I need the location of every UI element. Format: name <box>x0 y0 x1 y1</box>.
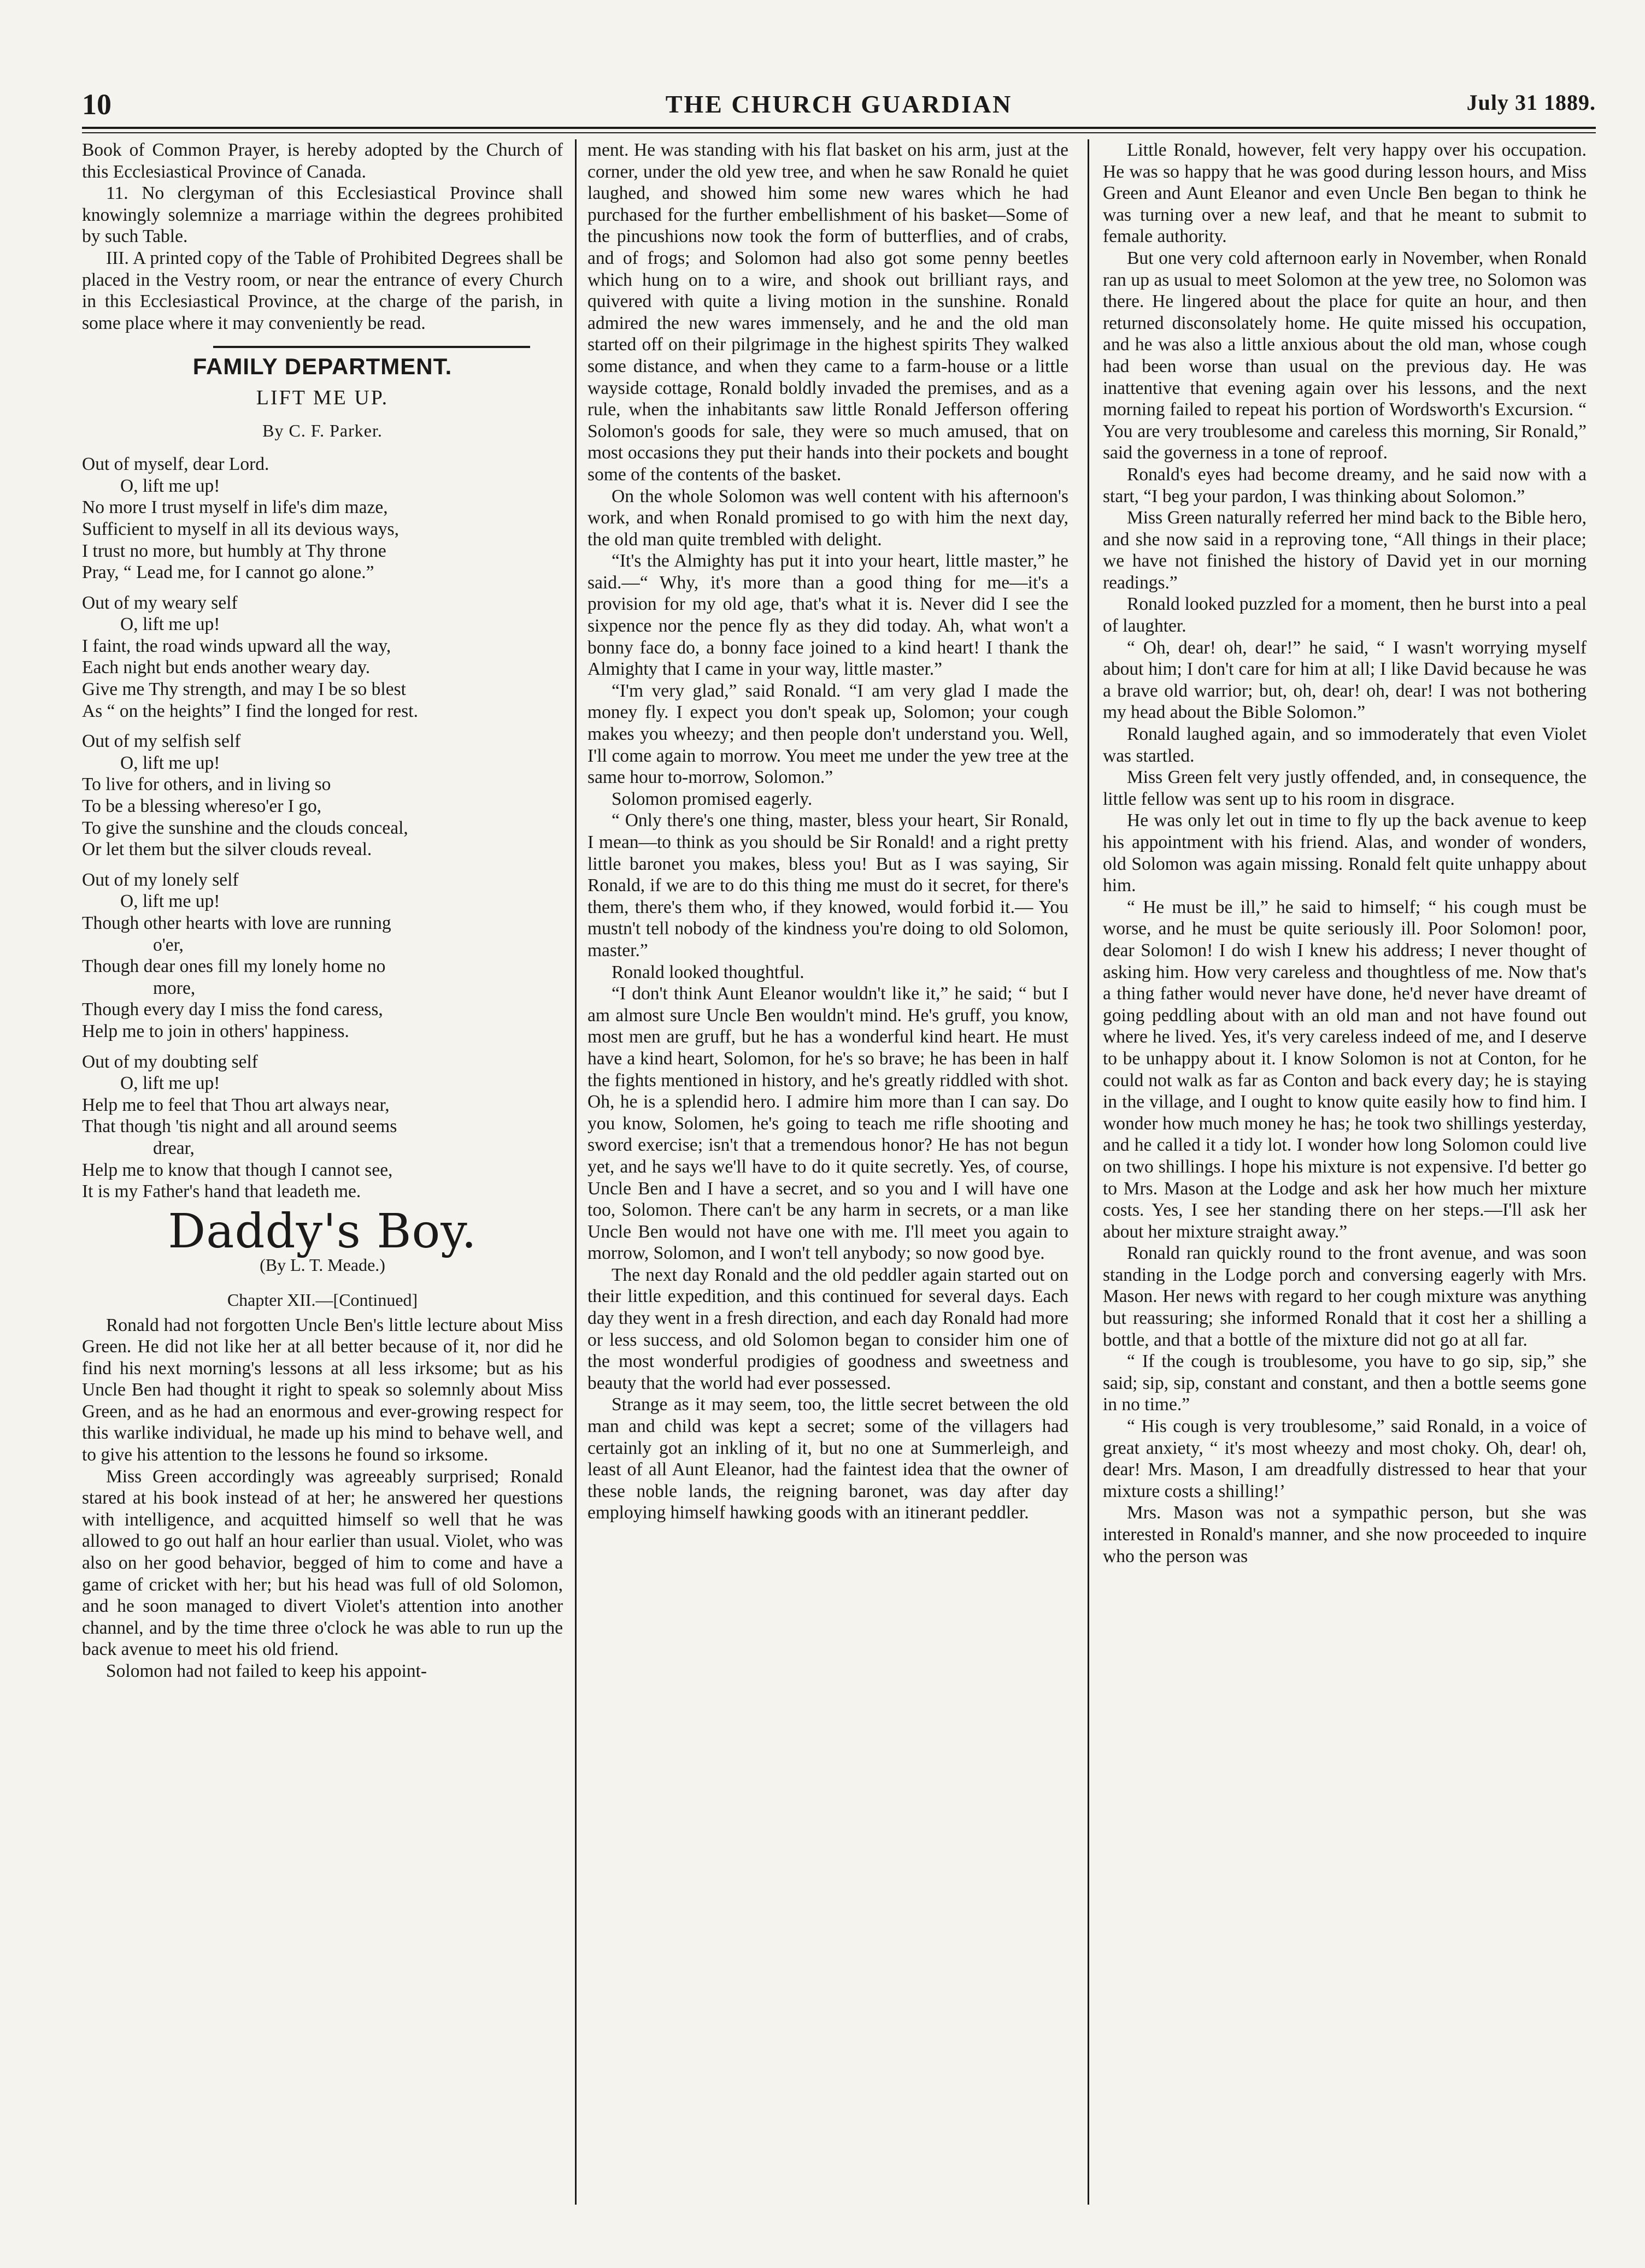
header-rule-bottom <box>82 132 1596 133</box>
paragraph: Strange as it may seem, too, the little secret between the old man and child was kept a secret; some of the villagers had certainly got an inkling of it, but no one at Summerleigh, and least of all Aunt Eleanor, had the faintest idea that the owner of these noble lands, the reigning baronet, was day after day employing himself hawking goods with an itinerant peddler. <box>588 1394 1068 1523</box>
paragraph: Ronald looked thoughtful. <box>612 962 804 982</box>
poem-line: Help me to know that though I cannot see, <box>82 1159 393 1180</box>
paragraph: On the whole Solomon was well content with his afternoon's work, and when Ronald promised to go with him the next day, the old man quite trembled with delight. <box>588 486 1068 550</box>
issue-date: July 31 1889. <box>1466 90 1596 115</box>
paragraph: “I don't think Aunt Eleanor wouldn't like it,” he said; “ but I am almost sure Uncle Ben wouldn't mind. He's gruff, you know, most men are gruff, but he has a wonderful kind heart. He must have a kind heart, Solomon, for he's so brave; he has been in half the fights mentioned in history, and he's greatly riddled with shot. Oh, he is a splendid hero. I admire him more than I can say. Do you know, Solomen, he's going to teach me rifle shooting and sword exercise; isn't that a tremendous honor? He has not begun yet, and he says we'll have to do it quite secretly. Yes, of course, Uncle Ben and I have a secret, and so you and I will have one too, Solomon. There can't be any harm in secrets, or a man like Uncle Ben would not have one with me. I'll meet you again to morrow, Solomon, and I won't tell anybody; so now good bye. <box>588 983 1068 1264</box>
paragraph: “ If the cough is troublesome, you have to go sip, sip,” she said; sip, sip, constant and constant, and then a bottle seems gone in no time.” <box>1103 1351 1587 1415</box>
poem-line: Or let them but the silver clouds reveal. <box>82 839 372 860</box>
column-divider <box>575 139 577 2205</box>
paragraph: Book of Common Prayer, is hereby adopted by the Church of this Ecclesiastical Province of Canada. <box>82 140 563 182</box>
poem-line: Out of my selfish self <box>82 731 241 752</box>
paragraph: But one very cold afternoon early in November, when Ronald ran up as usual to meet Solomon at the yew tree, no Solomon was there. He lingered about the place for quite an hour, and then returned disconsolately home. He quite missed his occupation, and he was also a little anxious about the old man, whose cough had been worse than usual on the previous day. He was inattentive that evening again over his lessons, and the next morning failed to repeat his portion of Wordsworth's Excursion. “ You are very troublesome and careless this morning, Sir Ronald,” said the governess in a tone of reproof. <box>1103 248 1587 463</box>
poem-line: O, lift me up! <box>120 752 220 773</box>
poem-line: To give the sunshine and the clouds conceal, <box>82 817 408 838</box>
paragraph: “ His cough is very troublesome,” said Ronald, in a voice of great anxiety, “ it's most wheezy and most choky. Oh, dear! oh, dear! Mrs. Mason, I am dreadfully distressed to hear that your mixture costs a shilling!’ <box>1103 1416 1587 1501</box>
poem-byline: By C. F. Parker. <box>262 420 383 440</box>
poem-line: o'er, <box>153 934 184 955</box>
column-2 <box>588 139 1068 1524</box>
poem-line: more, <box>153 977 196 998</box>
paragraph: Ronald ran quickly round to the front avenue, and was soon standing in the Lodge porch and conversing eagerly with Mrs. Mason. Her news with regard to her cough mixture was anything but reassuring; she informed Ronald that it cost her a shilling a bottle, and that a bottle of the mixture did not go at all far. <box>1103 1243 1587 1350</box>
poem-line: O, lift me up! <box>120 1073 220 1094</box>
header-rule-top <box>82 127 1596 129</box>
poem-line: Out of my weary self <box>82 592 238 613</box>
chapter-heading: Chapter XII.—[Continued] <box>227 1289 418 1310</box>
poem-line: Though other hearts with love are running <box>82 913 391 933</box>
paragraph: “It's the Almighty has put it into your heart, little master,” he said.—“ Why, it's more than a good thing for me—it's a provision for my old age, that's what it is. Never did I see the sixpence nor the pence fly as they did today. Ah, what won't a bonny face do, a bonny face joined to a kind heart! I thank the Almighty that I came in your way, little master.” <box>588 551 1068 680</box>
poem-line: O, lift me up! <box>120 891 220 912</box>
paragraph: III. A printed copy of the Table of Prohibited Degrees shall be placed in the Vestry room, or near the entrance of every Church in this Ecclesiastical Province, at the charge of the parish, in some place where it may conveniently be read. <box>82 248 563 333</box>
story-byline: (By L. T. Meade.) <box>260 1255 385 1275</box>
paragraph: Miss Green felt very justly offended, and, in consequence, the little fellow was sent up to his room in disgrace. <box>1103 767 1587 809</box>
paragraph: Solomon had not failed to keep his appoint- <box>106 1661 427 1681</box>
poem-line: To live for others, and in living so <box>82 774 331 795</box>
paragraph: Mrs. Mason was not a sympathic person, but she was interested in Ronald's manner, and she now proceeded to inquire who the person was <box>1103 1503 1587 1566</box>
poem-line: Help me to feel that Thou art always near, <box>82 1094 390 1115</box>
poem-line: Give me Thy strength, and may I be so blest <box>82 679 406 700</box>
paragraph: Miss Green accordingly was agreeably surprised; Ronald stared at his book instead of at her; he answered her questions with intelligence, and acquitted himself so well that he was allowed to go out half an hour earlier than usual. Violet, who was also on her good behavior, begged of him to come and have a game of cricket with her; but his head was full of old Solomon, and he soon managed to divert Violet's attention into another channel, and by the time three o'clock he was able to run up the back avenue to meet his old friend. <box>82 1466 563 1660</box>
column-1 <box>82 139 563 1682</box>
poem-line: To be a blessing whereso'er I go, <box>82 796 322 817</box>
column-divider <box>1088 139 1089 2205</box>
story-title: Daddy's Boy. <box>168 1204 477 1259</box>
poem-line: Though dear ones fill my lonely home no <box>82 956 386 977</box>
poem-line: It is my Father's hand that leadeth me. <box>82 1181 361 1202</box>
poem-line: As “ on the heights” I find the longed for rest. <box>82 700 418 721</box>
column-3 <box>1103 139 1587 1567</box>
paragraph: 11. No clergyman of this Ecclesiastical Province shall knowingly solemnize a marriage within the degrees prohibited by such Table. <box>82 183 563 247</box>
poem-line: O, lift me up! <box>120 475 220 496</box>
poem-line: Out of my doubting self <box>82 1051 258 1072</box>
paragraph: “ Oh, dear! oh, dear!” he said, “ I wasn't worrying myself about him; I don't care for him at all; I like David because he was a brave old warrior; but, oh, dear! oh, dear! I was not bothering my head about the Bible Solomon.” <box>1103 637 1587 723</box>
publication-title: THE CHURCH GUARDIAN <box>665 90 1013 118</box>
poem-line: Help me to join in others' happiness. <box>82 1021 349 1041</box>
poem-stanza <box>82 1051 563 1203</box>
poem-line: Pray, “ Lead me, for I cannot go alone.” <box>82 562 374 583</box>
poem-line: Though every day I miss the fond caress, <box>82 999 383 1020</box>
poem-line: Out of myself, dear Lord. <box>82 454 269 475</box>
poem-line: drear, <box>153 1138 195 1158</box>
poem-stanza <box>82 453 563 584</box>
paragraph: “I'm very glad,” said Ronald. “I am very glad I made the money fly. I expect you don't speak up, Solomon; your cough makes you wheezy; and then people don't understand you. Well, I'll come again to morrow. You meet me under the yew tree at the same hour to-morrow, Solomon.” <box>588 680 1068 788</box>
poem-stanza <box>82 592 563 722</box>
poem-title: LIFT ME UP. <box>256 386 389 409</box>
paragraph: Ronald's eyes had become dreamy, and he said now with a start, “I beg your pardon, I was thinking about Solomon.” <box>1103 464 1587 506</box>
poem-line: I trust no more, but humbly at Thy throne <box>82 540 386 561</box>
paragraph: Solomon promised eagerly. <box>612 788 813 809</box>
page-header <box>82 87 1596 126</box>
paragraph: ment. He was standing with his flat basket on his arm, just at the corner, under the old yew tree, and when he saw Ronald he quiet laughed, and showed him some new wares which he had purchased for the further embellishment of his basket—Some of the pincushions now took the form of butterflies, and of crabs, and of frogs; and Solomon had also got some penny beetles which hung on to a wire, and shook out brilliant rays, and quivered with quite a living motion in the sunshine. Ronald admired the new wares immensely, and he and the old man started off on their pilgrimage in the highest spirits They walked some distance, and when they came to a farm-house or a little wayside cottage, Ronald boldly invaded the premises, and as a rule, when the inhabitants saw little Ronald Jefferson offering Solomon's goods for sale, they were so much amused, that on most occasions they put their hands into their pockets and bought some of the contents of the basket. <box>588 140 1068 485</box>
paragraph: “ He must be ill,” he said to himself; “ his cough must be worse, and he must be quite seriously ill. Poor Solomon! poor, dear Solomon! I do wish I knew his address; I never thought of asking him. How very careless and thoughtless of me. Now that's a thing father would never have done, he'd never have dreamt of going peddling about with an old man and not have found out where he lived. Yes, it's very careless indeed of me, and I deserve to be unhappy about it. I know Solomon is not at Conton, for he could not walk as far as Conton and back every day; he is staying in the village, and I ought to know quite easily how to find him. I wonder how much money he has; he took two shillings yesterday, and he called it a tidy lot. I wonder how long Solomon could live on two shillings. I hope his mixture is not expensive. I'd better go to Mrs. Mason at the Lodge and ask her how much her mixture costs. Yes, I see her standing there on her steps.—I'll ask her about her mixture straight away.” <box>1103 897 1587 1242</box>
section-rule <box>213 346 530 348</box>
paragraph: He was only let out in time to fly up the back avenue to keep his appointment with his friend. Alas, and wonder of wonders, old Solomon was again missing. Ronald felt quite unhappy about him. <box>1103 810 1587 896</box>
poem-line: O, lift me up! <box>120 614 220 635</box>
poem-line: No more I trust myself in life's dim maze, <box>82 497 388 518</box>
poem-stanza <box>82 869 563 1042</box>
poem-line: Sufficient to myself in all its devious ways, <box>82 519 399 539</box>
page-number: 10 <box>82 88 111 121</box>
poem-line: I faint, the road winds upward all the way, <box>82 635 391 656</box>
poem-line: That though 'tis night and all around seems <box>82 1116 397 1137</box>
paragraph: Little Ronald, however, felt very happy over his occupation. He was so happy that he was good during lesson hours, and Miss Green and Aunt Eleanor and even Uncle Ben began to think he was turning over a new leaf, and that he meant to submit to female authority. <box>1103 140 1587 247</box>
poem-line: Each night but ends another weary day. <box>82 657 371 678</box>
paragraph: The next day Ronald and the old peddler again started out on their little expedition, and this continued for several days. Each day they went in a fresh direction, and each day Ronald had more or less success, and old Solomon began to consider him one of the most wonderful prodigies of goodness and sweetness and beauty that the world had ever possessed. <box>588 1264 1068 1393</box>
paragraph: Ronald laughed again, and so immoderately that even Violet was startled. <box>1103 724 1587 766</box>
paragraph: “ Only there's one thing, master, bless your heart, Sir Ronald, I mean—to think as you should be Sir Ronald! and a right pretty little baronet you makes, bless you! But as I was saying, Sir Ronald, if we are to do this thing me must do it secret, for there's them, there's them who, if they knowed, would forbid it.— You mustn't tell nobody of the kindness you're doing to old Solomon, master.” <box>588 810 1068 961</box>
section-heading: FAMILY DEPARTMENT. <box>192 354 453 380</box>
poem-line: Out of my lonely self <box>82 869 239 890</box>
poem-stanza <box>82 731 563 861</box>
paragraph: Ronald had not forgotten Uncle Ben's little lecture about Miss Green. He did not like her at all better because of it, nor did he find his next morning's lessons at all less irksome; but as his Uncle Ben had thought it right to speak so solemnly about Miss Green, and as he had an enormous and ever-growing respect for this warlike individual, he made up his mind to behave well, and to give his attention to the lessons he found so irksome. <box>82 1315 563 1465</box>
paragraph: Miss Green naturally referred her mind back to the Bible hero, and she now said in a reproving tone, “All things in their place; we have not finished the history of David yet in our morning readings.” <box>1103 508 1587 593</box>
paragraph: Ronald looked puzzled for a moment, then he burst into a peal of laughter. <box>1103 594 1587 637</box>
